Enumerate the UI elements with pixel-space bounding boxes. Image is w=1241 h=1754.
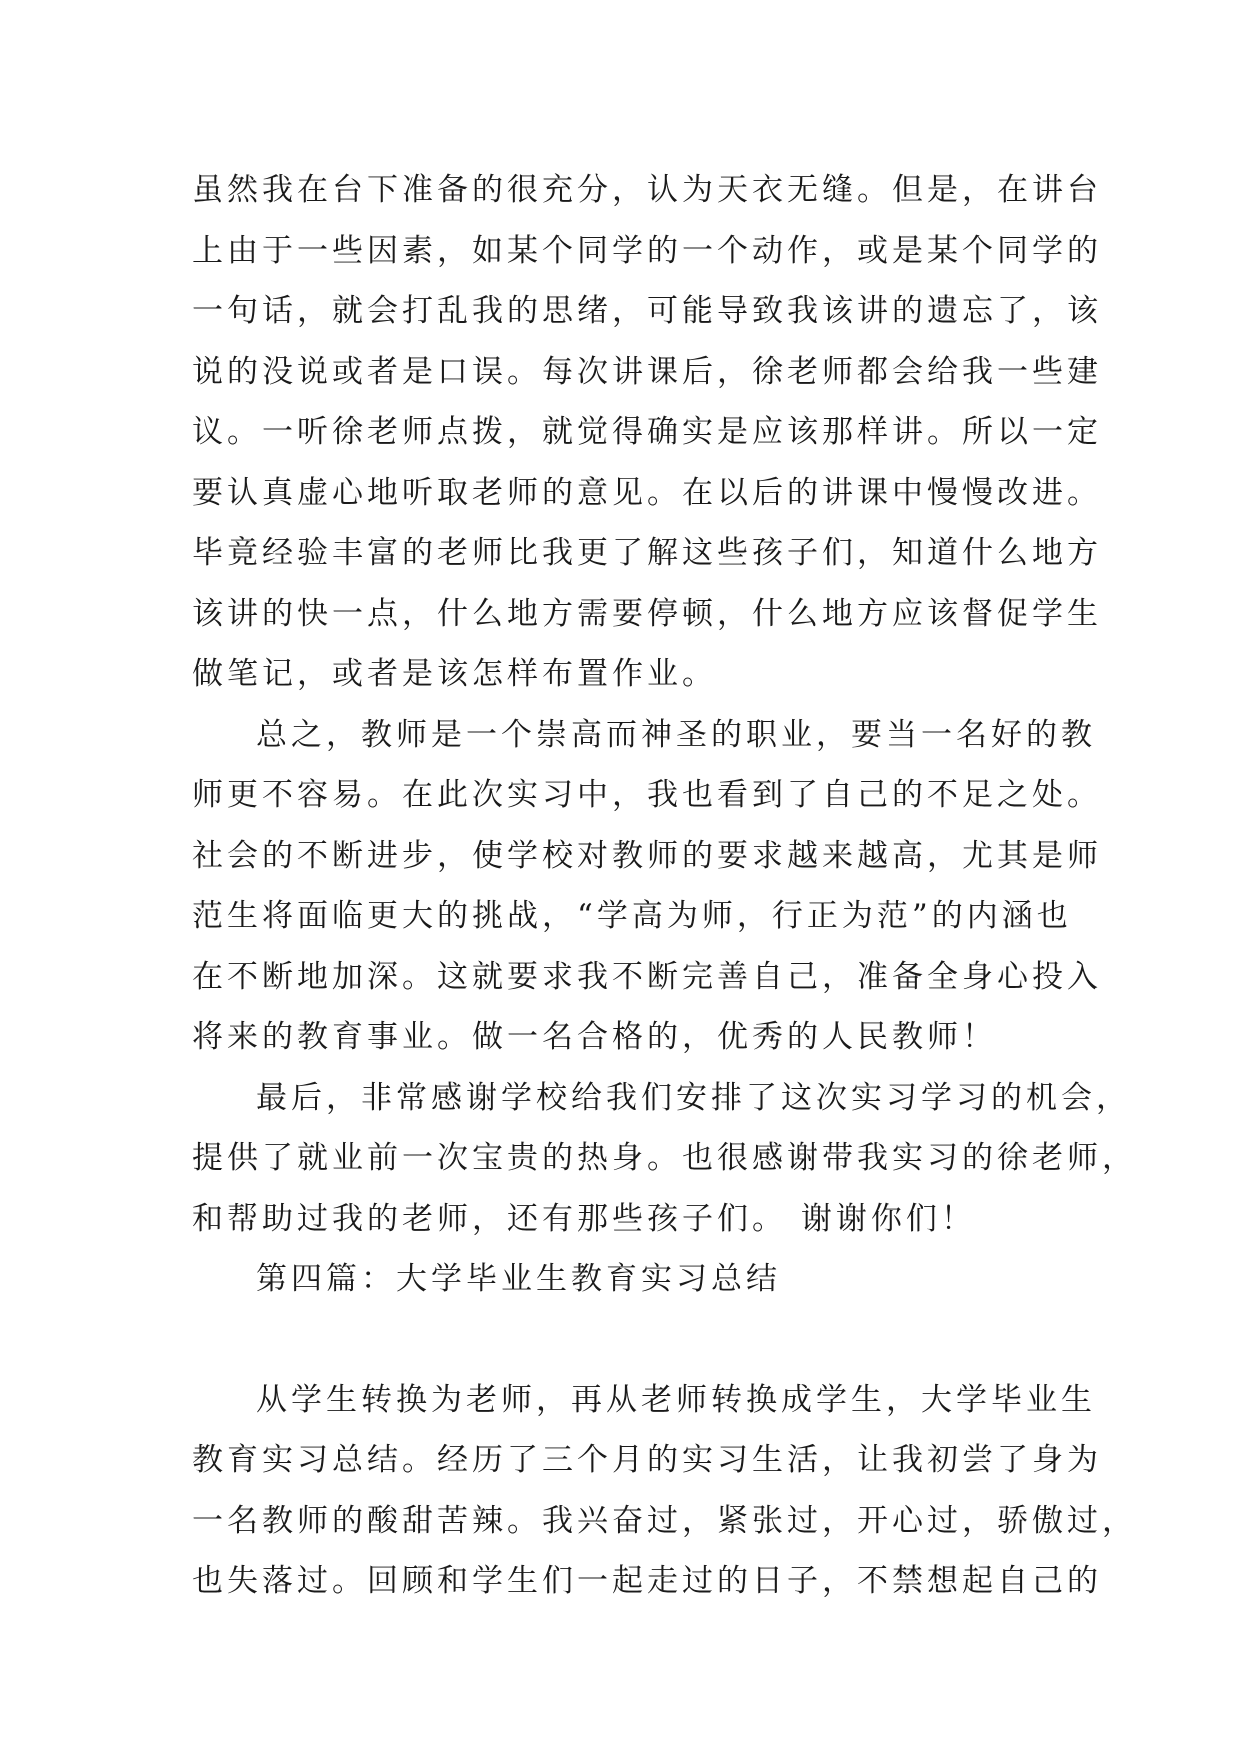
paragraph-3 (192, 1068, 1137, 1250)
text-line: 上由于一些因素，如某个同学的一个动作，或是某个同学的 (192, 232, 1102, 269)
paragraph-1 (192, 160, 1102, 705)
text-line: 该讲的快一点，什么地方需要停顿，什么地方应该督促学生 (192, 595, 1102, 632)
text-line: 从学生转换为老师，再从老师转换成学生，大学毕业生 (256, 1381, 1096, 1418)
text-line: 和帮助过我的老师，还有那些孩子们。 谢谢你们！ (192, 1200, 976, 1237)
text-line: 议。一听徐老师点拨，就觉得确实是应该那样讲。所以一定 (192, 414, 1102, 450)
text-line: 毕竟经验丰富的老师比我更了解这些孩子们，知道什么地方 (192, 535, 1102, 571)
document-body (192, 160, 1137, 1612)
text-line: 一名教师的酸甜苦辣。我兴奋过，紧张过，开心过，骄傲过， (192, 1502, 1137, 1539)
text-line: 要认真虚心地听取老师的意见。在以后的讲课中慢慢改进。 (192, 474, 1102, 511)
text-line: 提供了就业前一次宝贵的热身。也很感谢带我实习的徐老师， (192, 1140, 1137, 1176)
text-line: 在不断地加深。这就要求我不断完善自己，准备全身心投入 (192, 958, 1102, 995)
text-line: 说的没说或者是口误。每次讲课后，徐老师都会给我一些建 (192, 353, 1102, 390)
text-line: 将来的教育事业。做一名合格的，优秀的人民教师！ (192, 1019, 997, 1055)
text-line: 总之，教师是一个崇高而神圣的职业，要当一名好的教 (256, 716, 1096, 753)
text-line: 做笔记，或者是该怎样布置作业。 (192, 656, 717, 692)
text-line: 一句话，就会打乱我的思绪，可能导致我该讲的遗忘了，该 (192, 293, 1102, 329)
text-line: 虽然我在台下准备的很充分，认为天衣无缝。但是，在讲台 (192, 172, 1102, 208)
text-line: 范生将面临更大的挑战，“学高为师，行正为范”的内涵也 (192, 898, 1072, 934)
paragraph-2 (192, 705, 1102, 1068)
section-heading (192, 1249, 1072, 1310)
text-line: 社会的不断进步，使学校对教师的要求越来越高，尤其是师 (192, 837, 1102, 874)
text-line: 教育实习总结。经历了三个月的实习生活，让我初尝了身为 (192, 1442, 1102, 1478)
heading-line: 第四篇：大学毕业生教育实习总结 (256, 1261, 781, 1297)
paragraph-4 (192, 1370, 1137, 1612)
text-line: 也失落过。回顾和学生们一起走过的日子，不禁想起自己的 (192, 1563, 1102, 1599)
text-line: 最后，非常感谢学校给我们安排了这次实习学习的机会， (256, 1079, 1131, 1116)
text-line: 师更不容易。在此次实习中，我也看到了自己的不足之处。 (192, 777, 1102, 813)
blank-gap (192, 1310, 1072, 1370)
